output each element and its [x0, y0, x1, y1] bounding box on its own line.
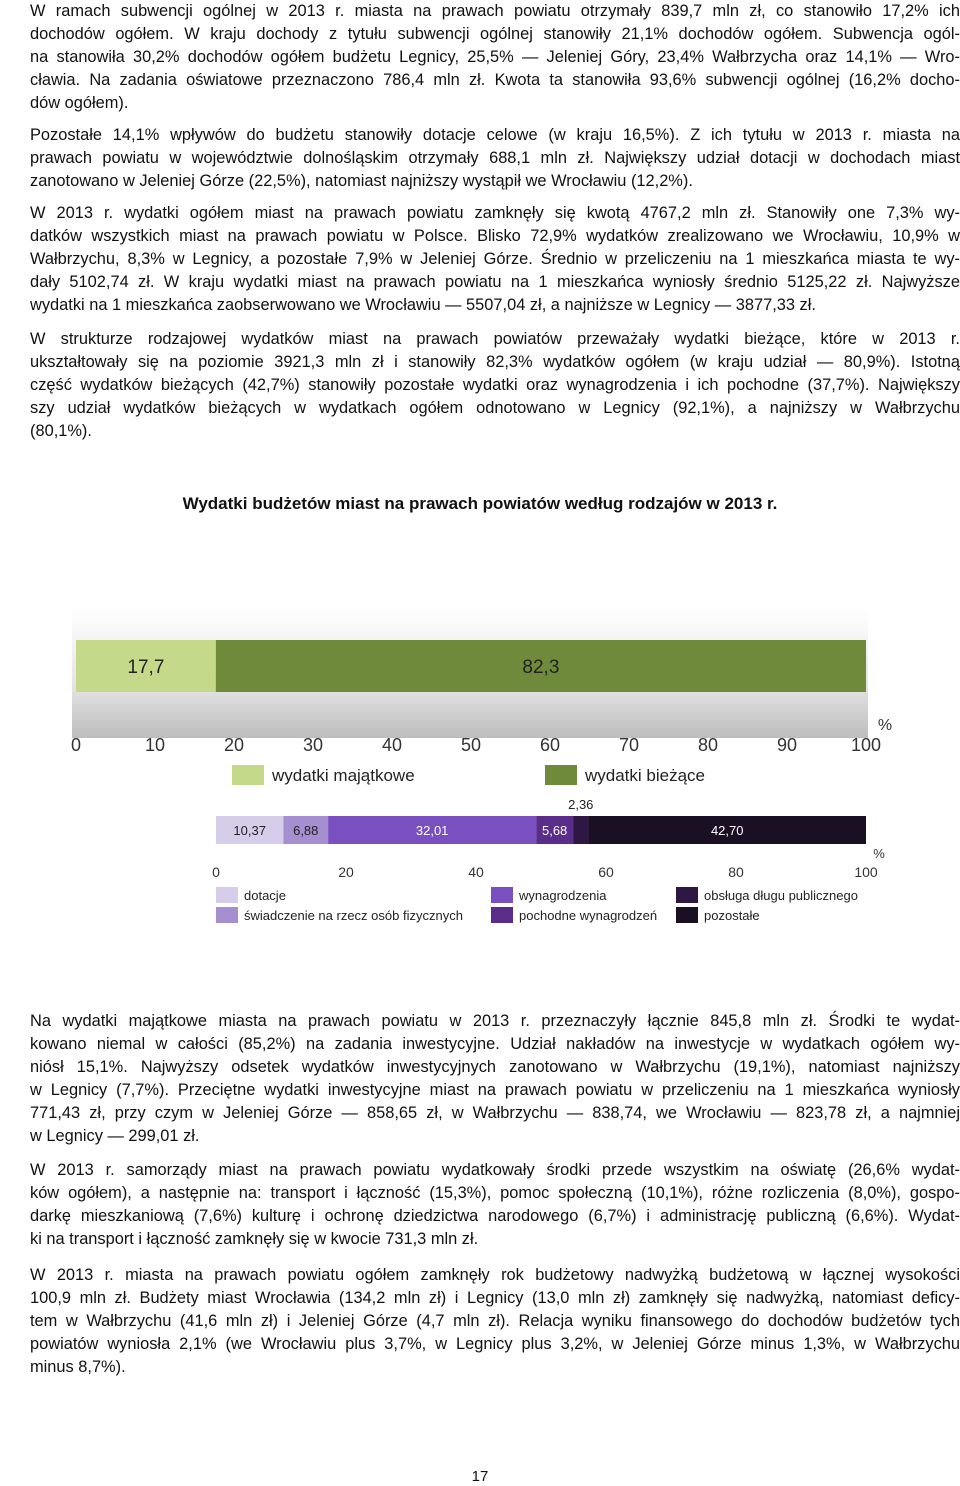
text-line: szy udział wydatków bieżących w wydatkach ogółem odnotowano w Legnicy (92,1%), a najniższy w Wałbrzychu: [30, 399, 960, 417]
text-line: ukształtowały się na poziomie 3921,3 mln zł i stanowiły 82,3% wydatków ogółem (w kraju udział — 80,9%). Istotną: [30, 353, 960, 371]
chart1-tick-label: 60: [539, 735, 561, 755]
chart2-tick-label: 0: [212, 864, 220, 880]
chart1-tick-label: 90: [776, 735, 798, 755]
chart1-tick-label: 80: [697, 735, 719, 755]
chart2-tick-label: 60: [598, 864, 614, 880]
text-line: datków wszystkich miast na prawach powiatu w Polsce. Blisko 72,9% wydatków zrealizowano we Wrocławiu, 10,9% w: [30, 227, 960, 245]
chart1-tick-label: 50: [460, 735, 482, 755]
chart1-legend-label: wydatki majątkowe: [272, 766, 415, 785]
chart1-tick-label: 10: [144, 735, 166, 755]
paragraph-dzialy: [30, 1159, 960, 1251]
chart2-data-label: 5,68: [541, 823, 568, 838]
page-number: 17: [471, 1468, 489, 1485]
paragraph-dotacje: [30, 124, 960, 193]
text-line: niósł 15,1%. Najwyższy odsetek wydatków inwestycyjnych zanotowano w Wałbrzychu (19,1%), natomiast najniższy: [30, 1058, 960, 1076]
chart2-legend-label: świadczenie na rzecz osób fizycznych: [244, 908, 463, 923]
chart-title: Wydatki budżetów miast na prawach powiatów według rodzajów w 2013 r.: [182, 494, 778, 513]
chart-figure: [0, 600, 960, 970]
chart2-data-label: 6,88: [293, 823, 319, 838]
chart1-legend-swatch: [545, 765, 577, 785]
chart2-data-label: 10,37: [233, 823, 266, 838]
chart2-bar-segment: [573, 816, 588, 844]
text-line: cławia. Na zadania oświatowe przeznaczono 786,4 mln zł. Kwota ta stanowiła 93,6% subwencji ogólnej (16,2% docho-: [30, 71, 960, 89]
text-line: tem w Wałbrzychu (41,6 mln zł) i Jeleniej Górze (4,7 mln zł). Relacja wyniku finansowego do dochodów budżetów tych: [30, 1312, 960, 1330]
chart2-legend-label: obsługa długu publicznego: [704, 888, 858, 903]
chart2-legend-label: pozostałe: [704, 908, 760, 923]
text-line: W 2013 r. wydatki ogółem miast na prawach powiatu zamknęły się kwotą 4767,2 mln zł. Stanowiły one 7,3% wy-: [30, 204, 960, 222]
text-line: zanotowano w Jeleniej Górze (22,5%), natomiast najniższy wystąpił we Wrocławiu (12,2%).: [30, 172, 693, 190]
text-line: W 2013 r. miasta na prawach powiatu ogółem zamknęły rok budżetowy nadwyżką budżetową w łącznej wysokości: [30, 1266, 960, 1284]
text-line: dów ogółem).: [30, 94, 129, 112]
chart1-data-label: 17,7: [127, 657, 165, 678]
text-line: Pozostałe 14,1% wpływów do budżetu stanowiły dotacje celowe (w kraju 16,5%). Z ich tytułu w 2013 r. miasta na: [30, 126, 960, 144]
chart1-data-label: 82,3: [522, 657, 560, 678]
paragraph-struktura: [30, 328, 960, 443]
chart2-legend-swatch: [216, 907, 238, 923]
paragraph-wydatki-ogolem: [30, 202, 960, 317]
chart1-tick-label: 70: [618, 735, 640, 755]
chart1-legend-swatch: [232, 765, 264, 785]
text-line: minus 8,7%).: [30, 1358, 126, 1376]
chart2-data-label: 32,01: [415, 823, 449, 838]
text-line: Wałbrzychu, 8,3% w Legnicy, a pozostałe 7,9% w Jeleniej Górze. Średnio w przeliczeniu na 1 mieszkańca miasta te wy-: [30, 250, 960, 268]
text-line: dochodów ogółem. W kraju dochody z tytułu subwencji ogólnej stanowiły 21,1% dochodów ogółem. Subwencja ogól-: [30, 25, 960, 43]
text-line: 100,9 mln zł. Budżety miast Wrocławia (134,2 mln zł) i Legnicy (13,0 mln zł) zamknęły się nadwyżką, natomiast deficy-: [30, 1289, 960, 1307]
chart1-tick-label: 100: [850, 735, 882, 755]
chart2-legend-swatch: [216, 887, 238, 903]
chart2-legend-label: pochodne wynagrodzeń: [519, 908, 658, 923]
text-line: W 2013 r. samorządy miast na prawach powiatu wydatkowały środki przede wszystkim na oświatę (26,6% wydat-: [30, 1161, 960, 1179]
text-line: W strukturze rodzajowej wydatków miast na prawach powiatów przeważały wydatki bieżące, które w 2013 r.: [30, 330, 960, 348]
chart2-unit-label: %: [873, 846, 885, 861]
chart1-tick-label: 40: [381, 735, 403, 755]
text-line: w Legnicy (7,7%). Przeciętne wydatki inwestycyjne miast na prawach powiatu w przeliczeniu na 1 mieszkańca wyniosły: [30, 1081, 960, 1099]
text-line: prawach powiatu w województwie dolnośląskim otrzymały 688,1 mln zł. Największy udział dotacji w dochodach miast: [30, 149, 960, 167]
text-line: na stanowiła 30,2% dochodów ogółem budżetu Legnicy, 25,5% — Jeleniej Góry, 23,4% Wałbrzycha oraz 14,1% — Wro-: [30, 48, 960, 66]
text-line: w Legnicy — 299,01 zł.: [30, 1127, 200, 1145]
chart1-legend: [232, 765, 705, 785]
chart2-tick-label: 40: [468, 864, 484, 880]
chart2-legend-label: wynagrodzenia: [519, 888, 607, 903]
text-line: powiatów wyniosła 2,1% (we Wrocławiu plus 3,7%, w Legnicy plus 3,2%, w Jeleniej Górze minus 1,3%, w Wałbrzychu: [30, 1335, 960, 1353]
chart2-data-label: 42,70: [710, 823, 744, 838]
text-line: część wydatków bieżących (42,7%) stanowiły pozostałe wydatki oraz wynagrodzenia i ich pochodne (37,7%). Największy: [30, 376, 960, 394]
text-line: wydatki na 1 mieszkańca zaobserwowano we Wrocławiu — 5507,04 zł, a najniższe w Legnicy — 3877,33 zł.: [30, 296, 816, 314]
chart1-tick-label: 30: [302, 735, 324, 755]
text-line: Na wydatki majątkowe miasta na prawach powiatu w 2013 r. przeznaczyły łącznie 845,8 mln zł. Środki te wydat-: [30, 1012, 960, 1030]
chart2-data-label: 2,36: [568, 797, 594, 812]
text-line: dały 5102,74 zł. W kraju wydatki miast na prawach powiatu na 1 mieszkańca wyniosły średnio 5125,22 zł. Najwyższe: [30, 273, 960, 291]
text-line: (80,1%).: [30, 422, 92, 440]
chart1-tick-label: 0: [70, 735, 82, 755]
chart2-legend-swatch: [491, 887, 513, 903]
text-line: 771,43 zł, przy czym w Jeleniej Górze — 858,65 zł, w Wałbrzychu — 838,74, we Wrocławiu — 823,78 zł, a najmniej: [30, 1104, 960, 1122]
chart2-legend-swatch: [676, 907, 698, 923]
chart2-legend: [216, 887, 858, 923]
chart2-tick-label: 20: [338, 864, 354, 880]
paragraph-subwencja: [30, 0, 960, 115]
chart2-legend-swatch: [491, 907, 513, 923]
chart2-legend-label: dotacje: [244, 888, 286, 903]
paragraph-wynik: [30, 1264, 960, 1379]
chart2-tick-label: 80: [728, 864, 744, 880]
text-line: darkę mieszkaniową (7,6%) kulturę i ochronę dziedzictwa narodowego (6,7%) i administrację publiczną (6,6%). Wydat-: [30, 1207, 960, 1225]
chart2-legend-swatch: [676, 887, 698, 903]
chart2-tick-label: 100: [854, 864, 878, 880]
chart2: [212, 797, 885, 880]
paragraph-majatkowe: [30, 1010, 960, 1148]
chart1-legend-label: wydatki bieżące: [585, 766, 706, 785]
text-line: W ramach subwencji ogólnej w 2013 r. miasta na prawach powiatu otrzymały 839,7 mln zł, co stanowiło 17,2% ich: [30, 2, 960, 20]
text-line: kowano niemal w całości (85,2%) na zadania inwestycyjne. Udział nakładów na inwestycje w wydatkach ogółem wy-: [30, 1035, 960, 1053]
chart1-tick-label: 20: [223, 735, 245, 755]
text-line: ki na transport i łączność zamknęły się w kwocie 731,3 mln zł.: [30, 1230, 479, 1248]
chart1-unit-label: %: [877, 717, 893, 734]
text-line: ków ogółem), a następnie na: transport i łączność (15,3%), pomoc społeczną (10,1%), różne rozliczenia (8,0%), gospo-: [30, 1184, 960, 1202]
